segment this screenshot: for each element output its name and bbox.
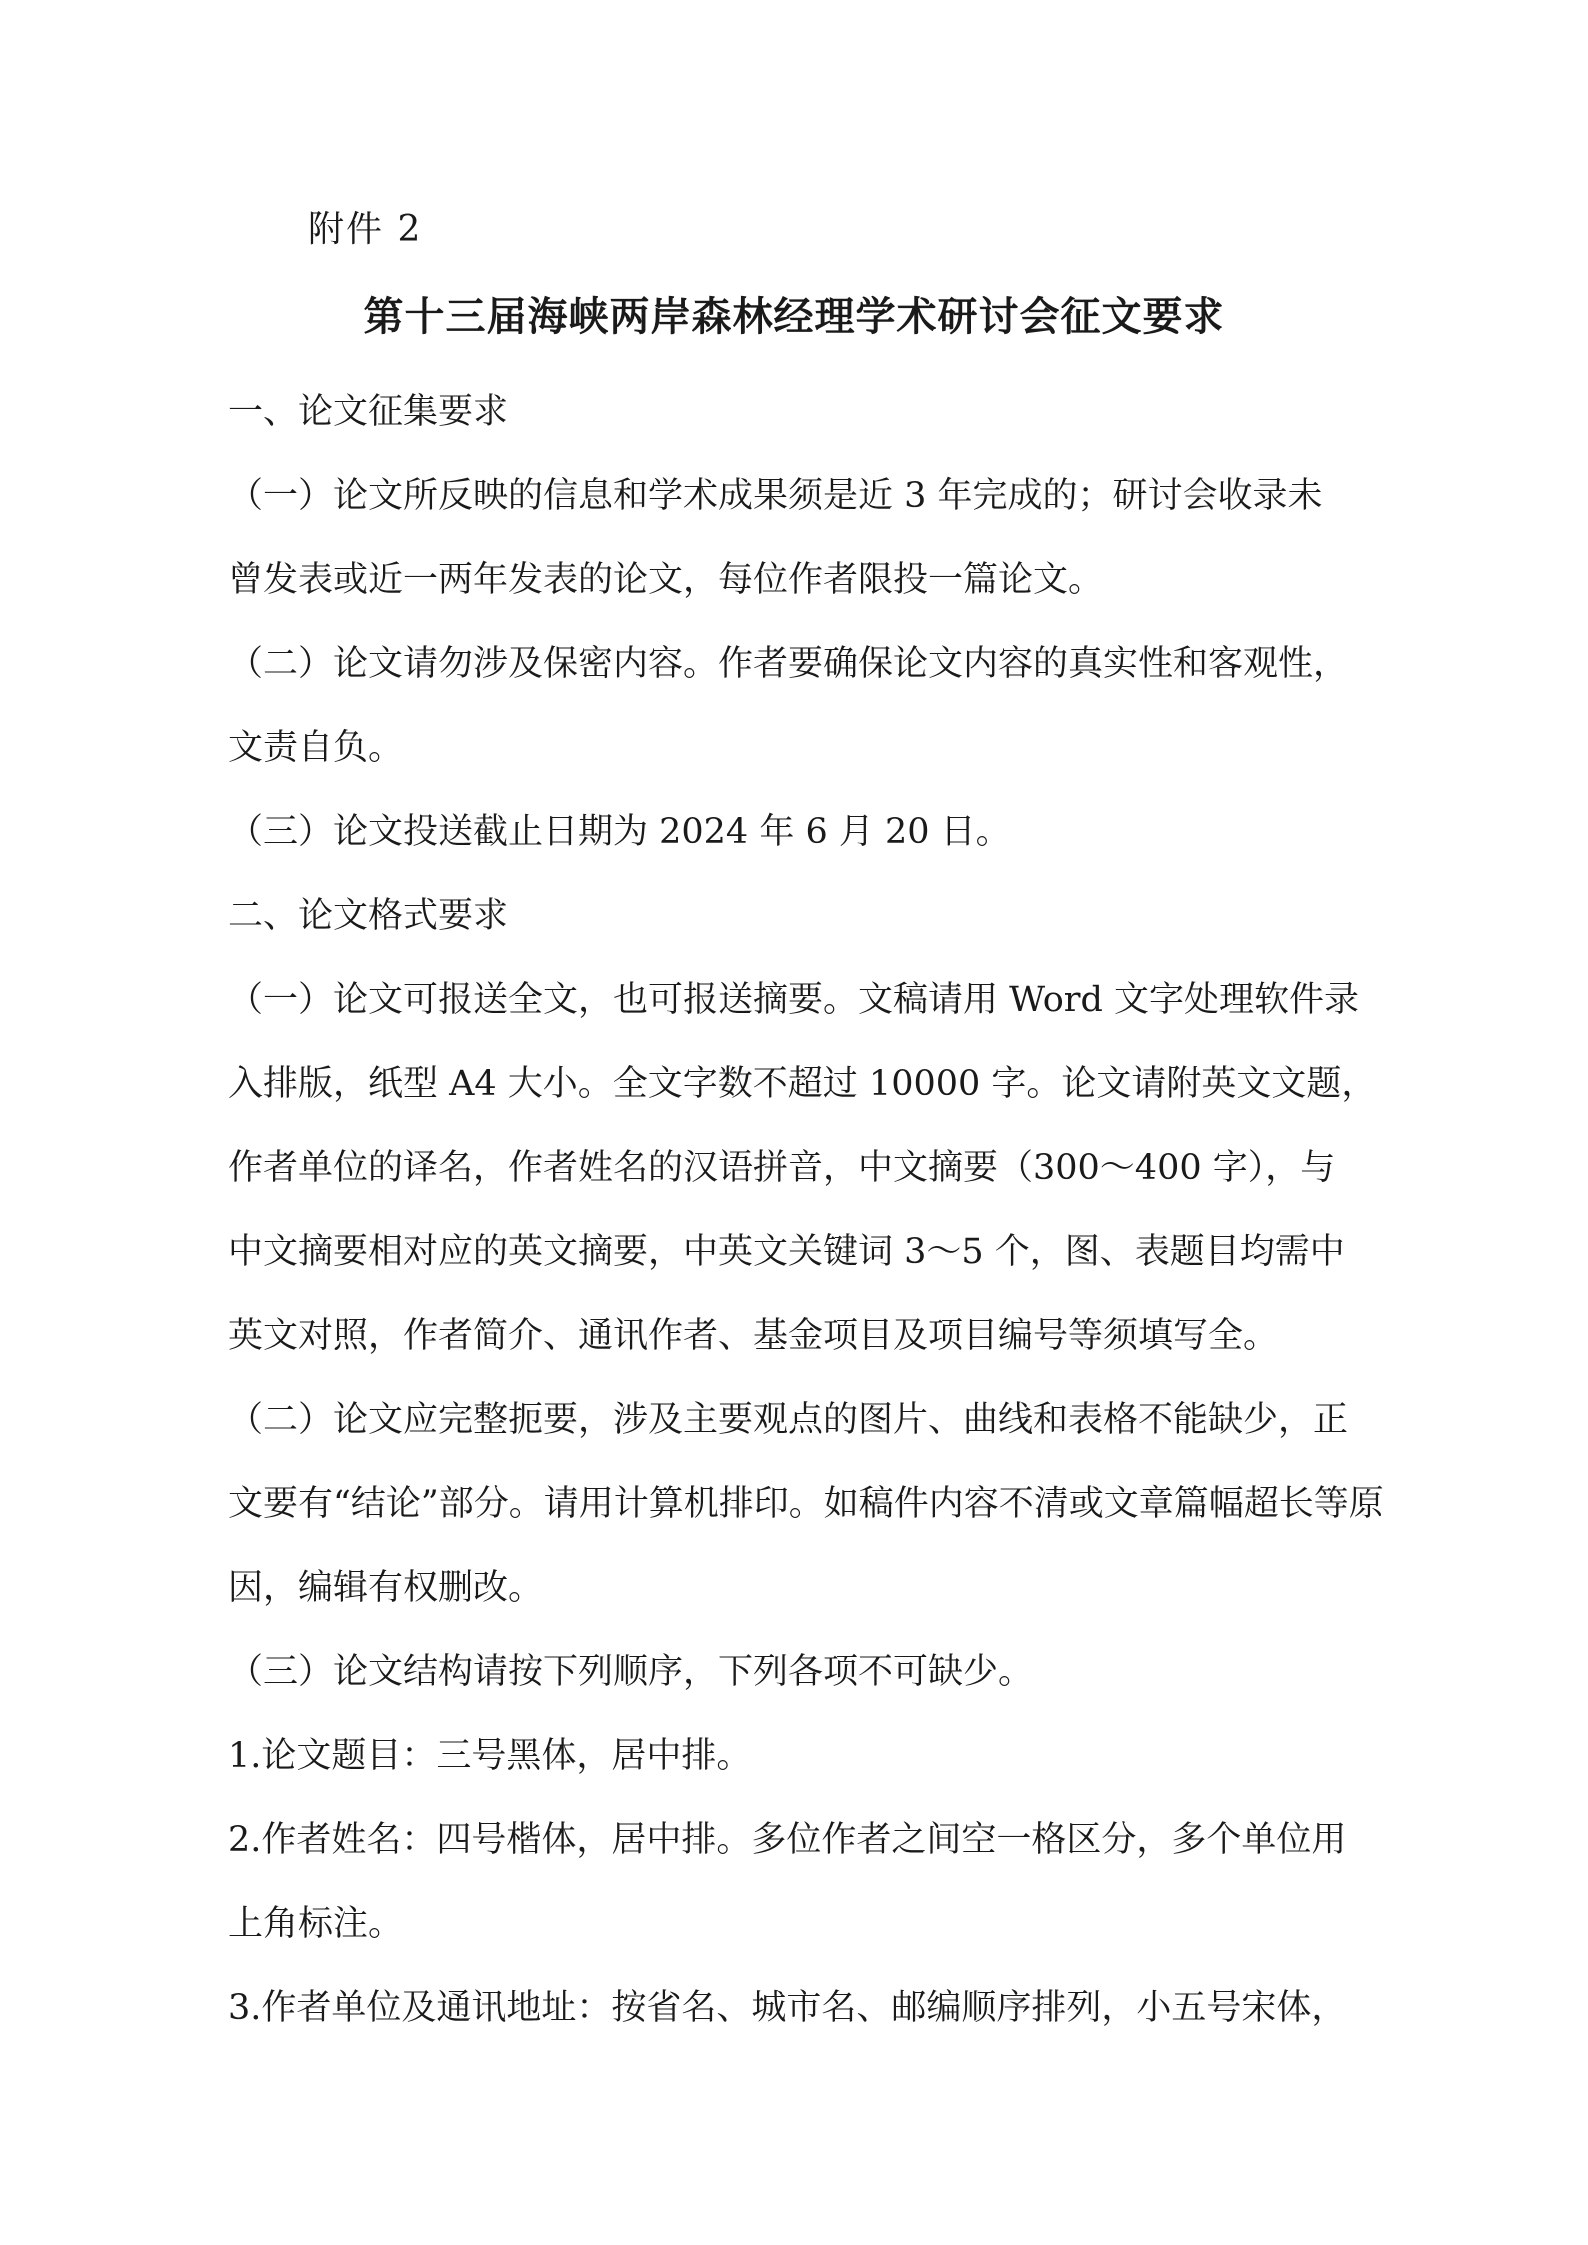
paragraph-line: 作者单位的译名，作者姓名的汉语拼音，中文摘要（300～400 字），与 <box>228 1148 1336 1188</box>
list-item: 3.作者单位及通讯地址：按省名、城市名、邮编顺序排列，小五号宋体， <box>228 1988 1347 2028</box>
paragraph-line: 英文对照，作者简介、通讯作者、基金项目及项目编号等须填写全。 <box>228 1316 1279 1356</box>
paragraph-line: （三）论文投送截止日期为 2024 年 6 月 20 日。 <box>228 812 1011 852</box>
paragraph-line: 中文摘要相对应的英文摘要，中英文关键词 3～5 个，图、表题目均需中 <box>228 1232 1345 1272</box>
paragraph-line: 文责自负。 <box>228 728 404 768</box>
list-item: 2.作者姓名：四号楷体，居中排。多位作者之间空一格区分，多个单位用 <box>228 1820 1347 1860</box>
section-heading-1: 一、论文征集要求 <box>228 392 509 432</box>
paragraph-line: （一）论文可报送全文，也可报送摘要。文稿请用 Word 文字处理软件录 <box>228 980 1360 1020</box>
paragraph-line: 入排版，纸型 A4 大小。全文字数不超过 10000 字。论文请附英文文题， <box>228 1064 1377 1104</box>
list-item: 1.论文题目：三号黑体，居中排。 <box>228 1736 752 1776</box>
paragraph-line: 文要有“结论”部分。请用计算机排印。如稿件内容不清或文章篇幅超长等原 <box>228 1484 1384 1524</box>
paragraph-line: 曾发表或近一两年发表的论文，每位作者限投一篇论文。 <box>228 560 1104 600</box>
paragraph-line: 上角标注。 <box>228 1904 404 1944</box>
document-title: 第十三届海峡两岸森林经理学术研讨会征文要求 <box>363 294 1225 340</box>
paragraph-line: （二）论文应完整扼要，涉及主要观点的图片、曲线和表格不能缺少，正 <box>228 1400 1349 1440</box>
attachment-label: 附件 2 <box>308 209 423 250</box>
paragraph-line: 因，编辑有权删改。 <box>228 1568 544 1608</box>
section-heading-2: 二、论文格式要求 <box>228 896 509 936</box>
paragraph-line: （一）论文所反映的信息和学术成果须是近 3 年完成的；研讨会收录未 <box>228 476 1323 516</box>
paragraph-line: （二）论文请勿涉及保密内容。作者要确保论文内容的真实性和客观性， <box>228 644 1349 684</box>
paragraph-line: （三）论文结构请按下列顺序，下列各项不可缺少。 <box>228 1652 1034 1692</box>
